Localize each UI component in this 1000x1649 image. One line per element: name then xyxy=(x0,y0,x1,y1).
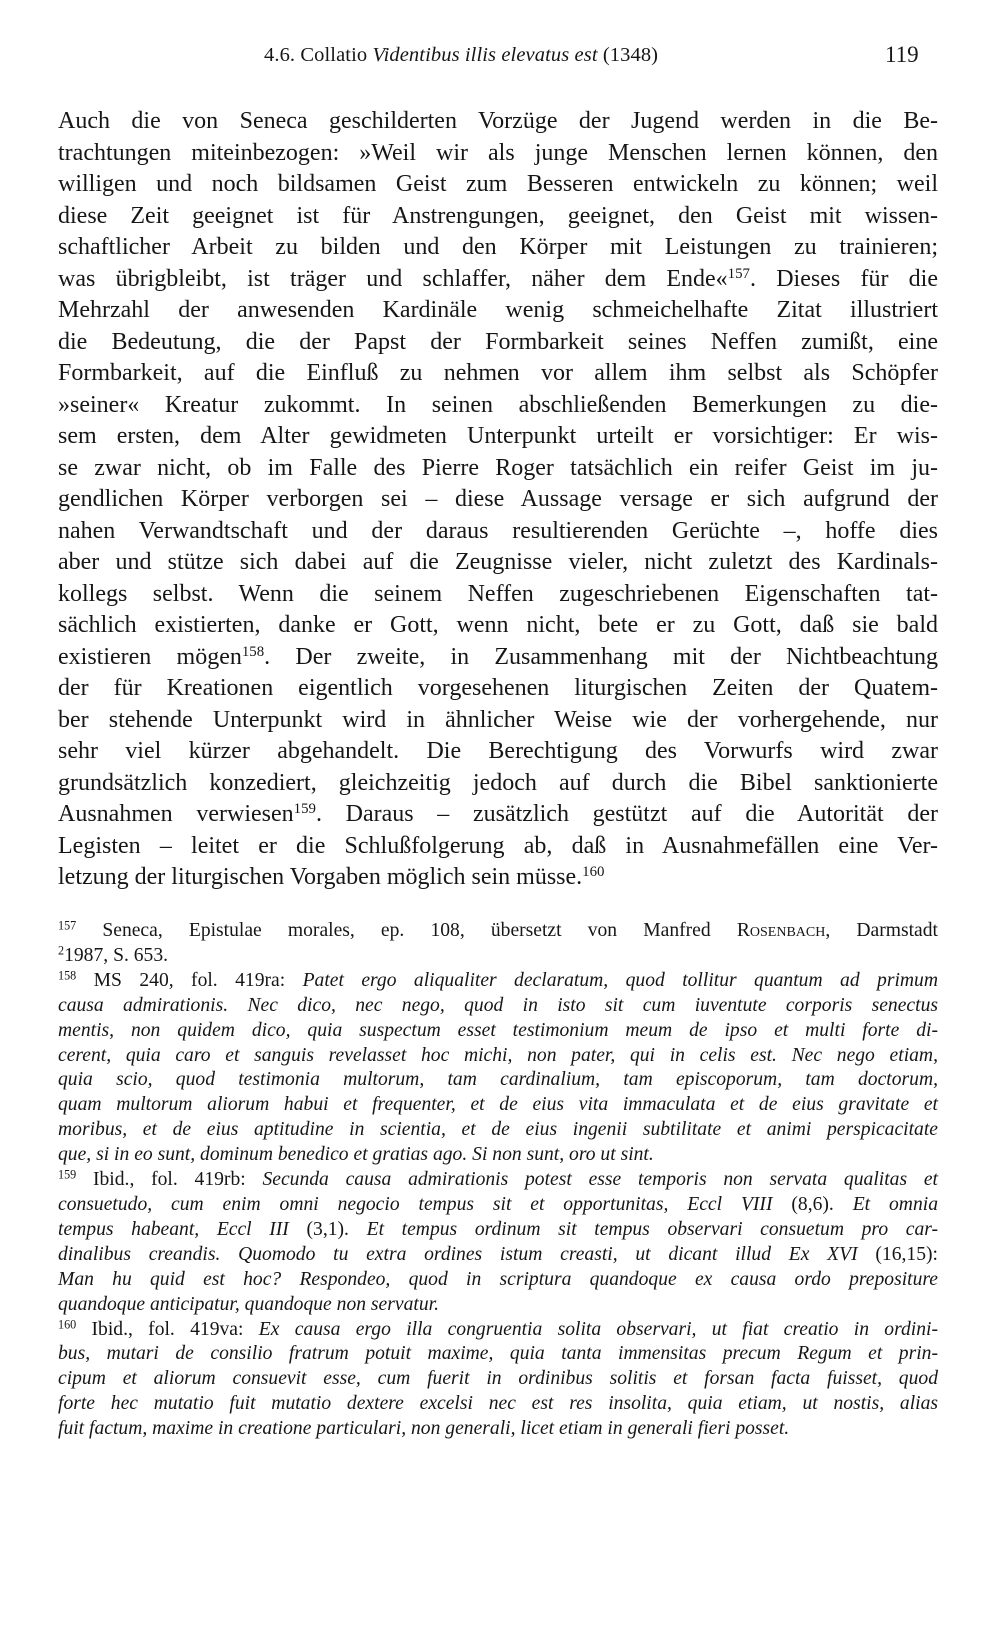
body-line: Legisten – leitet er die Schlußfolgerung ab, daß in Ausnahmefällen eine Ver- xyxy=(58,832,938,859)
latin-quote-line: quandoque anticipatur, quandoque non servatur. xyxy=(58,1293,439,1315)
bible-reference: (3,1). xyxy=(306,1218,349,1240)
body-line: ber stehende Unterpunkt wird in ähnlicher Weise wie der vorhergehende, nur xyxy=(58,706,938,733)
body-line: sehr viel kürzer abgehandelt. Die Berechtigung des Vorwurfs wird zwar xyxy=(58,738,938,764)
edition-number: 2 xyxy=(58,943,65,958)
body-line: willigen und noch bildsamen Geist zum Besseren entwickeln zu können; weil xyxy=(58,171,938,197)
footnote-number: 157 xyxy=(58,918,77,933)
body-line: sem ersten, dem Alter gewidmeten Unterpunkt urteilt er vorsichtiger: Er wis- xyxy=(58,423,938,449)
body-line: sächlich existierten, danke er Gott, wenn nicht, bete er zu Gott, daß sie bald xyxy=(58,612,938,638)
body-line: aber und stütze sich dabei auf die Zeugnisse vieler, nicht zuletzt des Kardinals- xyxy=(58,549,938,575)
body-line: nahen Verwandtschaft und der daraus resultierenden Gerüchte –, hoffe dies xyxy=(58,517,938,544)
latin-quote-line: mentis, non quidem dico, quia suspectum esset testimonium meum de ipso et multi forte di- xyxy=(58,1019,938,1041)
latin-quote-line: bus, mutari de consilio fratrum potuit maxime, quia tanta immensitas precum Regum et prin- xyxy=(58,1343,938,1365)
latin-quote-line: cerent, quia caro et sanguis revelasset hoc michi, non pater, qui in celis est. Nec nego etiam, xyxy=(58,1044,938,1066)
latin-quote: Et omnia xyxy=(852,1193,938,1215)
latin-quote: consuetudo, cum enim omni negocio tempus sit et opportunitas, Eccl VIII xyxy=(58,1193,773,1215)
running-head-prefix: Collatio xyxy=(300,44,368,66)
footnote-line xyxy=(58,944,938,969)
latin-quote-line: moribus, et de eius aptitudine in scientia, et de eius ingenii subtilitate et animi perspicacitate xyxy=(58,1119,938,1141)
footnote-text: Seneca, Epistulae morales, ep. 108, übersetzt von Manfred xyxy=(102,920,711,941)
latin-quote: Patet ergo aliqualiter declaratum, quod tollitur quantum ad primum xyxy=(302,969,938,991)
page-number: 119 xyxy=(885,42,919,67)
body-line-text: . Daraus – zusätzlich gestützt auf die Autorität der xyxy=(315,801,938,827)
body-line: »seiner« Kreatur zukommt. In seinen abschließenden Bemerkungen zu die- xyxy=(58,391,938,418)
latin-quote-line: que, si in eo sunt, dominum benedico et gratias ago. Si non sunt, oro ut sint. xyxy=(58,1144,654,1166)
footnote-marker-157[interactable]: 157 xyxy=(727,265,750,282)
body-line xyxy=(58,264,938,296)
body-line-text: letzung der liturgischen Vorgaben möglich sein müsse. xyxy=(58,864,583,890)
footnote-160 xyxy=(58,1318,938,1443)
latin-quote-line: fuit factum, maxime in creatione particulari, non generali, licet etiam in generali fieri posset. xyxy=(58,1418,790,1440)
body-line: diese Zeit geeignet ist für Anstrengungen, geeignet, den Geist mit wissen- xyxy=(58,202,938,229)
running-head-year: (1348) xyxy=(602,44,659,66)
manuscript-reference: Ibid., fol. 419rb: xyxy=(92,1169,246,1191)
body-line xyxy=(58,642,938,674)
footnote-text: , Darmstadt xyxy=(825,920,938,941)
body-line: grundsätzlich konzediert, gleichzeitig jedoch auf durch die Bibel sanktionierte xyxy=(58,769,938,796)
body-line-text: was übrigbleibt, ist träger und schlaffer, näher dem Ende« xyxy=(58,265,728,292)
body-line-text: . Der zweite, in Zusammenhang mit der Nichtbeachtung xyxy=(264,643,938,670)
footnote-number: 158 xyxy=(58,968,77,983)
manuscript-reference: Ibid., fol. 419va: xyxy=(91,1318,244,1340)
footnotes xyxy=(58,919,938,1442)
latin-quote: Ex causa ergo illa congruentia solita observari, ut fiat creatio in ordini- xyxy=(258,1318,938,1340)
latin-quote: Secunda causa admirationis potest esse temporis non servata qualitas et xyxy=(262,1169,938,1191)
footnote-number: 159 xyxy=(58,1167,77,1182)
footnote-line xyxy=(58,1193,938,1218)
manuscript-reference: MS 240, fol. 419ra: xyxy=(93,969,286,991)
latin-quote-line: causa admirationis. Nec dico, nec nego, quod in isto sit cum iuventute corporis senectus xyxy=(58,994,938,1016)
body-line: Mehrzahl der anwesenden Kardinäle wenig schmeichelhafte Zitat illustriert xyxy=(58,297,938,323)
body-line xyxy=(58,799,938,831)
running-head xyxy=(264,44,658,67)
body-line: die Bedeutung, die der Papst der Formbarkeit seines Neffen zumißt, eine xyxy=(58,328,938,355)
body-line: Auch die von Seneca geschilderten Vorzüge der Jugend werden in die Be- xyxy=(58,108,938,134)
latin-quote: Et tempus ordinum sit tempus observari consuetum pro car- xyxy=(366,1218,939,1240)
footnote-line xyxy=(58,969,938,994)
body-line: trachtungen miteinbezogen: »Weil wir als junge Menschen lernen können, den xyxy=(58,139,938,166)
bible-reference: (8,6). xyxy=(791,1193,834,1215)
section-number: 4.6. xyxy=(264,44,296,66)
bible-reference: (16,15): xyxy=(875,1243,938,1265)
footnote-marker-160[interactable]: 160 xyxy=(582,863,605,880)
body-line-text: Ausnahmen verwiesen xyxy=(58,801,294,827)
footnote-line xyxy=(58,1318,938,1343)
footnote-marker-158[interactable]: 158 xyxy=(241,643,265,660)
body-line: gendlichen Körper verborgen sei – diese Aussage versage er sich aufgrund der xyxy=(58,486,938,512)
latin-quote-line: Man hu quid est hoc? Respondeo, quod in scriptura quandoque ex causa ordo prepositure xyxy=(58,1268,938,1290)
running-head-title: Videntibus illis elevatus est xyxy=(372,44,598,66)
body-line-text: . Dieses für die xyxy=(749,265,938,292)
footnote-line xyxy=(58,1168,938,1193)
latin-quote: tempus habeant, Eccl III xyxy=(58,1218,289,1240)
body-line-text: existieren mögen xyxy=(58,643,242,670)
footnote-line xyxy=(58,1218,938,1243)
body-line: der für Kreationen eigentlich vorgesehenen liturgischen Zeiten der Quatem- xyxy=(58,675,938,701)
body-line: kollegs selbst. Wenn die seinem Neffen zugeschriebenen Eigenschaften tat- xyxy=(58,580,938,607)
body-line: schaftlicher Arbeit zu bilden und den Körper mit Leistungen zu trainieren; xyxy=(58,234,938,260)
latin-quote: dinalibus creandis. Quomodo tu extra ordines istum creasti, ut dicant illud Ex XVI xyxy=(58,1243,858,1265)
latin-quote-line: forte hec mutatio fuit mutatio dextere excelsi nec est res insolita, quia etiam, ut nostis, alias xyxy=(58,1393,938,1415)
footnote-text: 1987, S. 653. xyxy=(64,944,169,966)
body-line xyxy=(58,862,938,894)
latin-quote-line: quia scio, quod testimonia multorum, tam cardinalium, tam episcoporum, tam doctorum, xyxy=(58,1069,938,1091)
latin-quote-line: quam multorum aliorum habui et frequenter, et de eius vita immaculata et de eius gravitate et xyxy=(58,1094,938,1116)
author-name: Rosenbach xyxy=(736,920,826,941)
footnote-line xyxy=(58,1243,938,1268)
latin-quote-line: cipum et aliorum consuevit esse, cum fuerit in ordinibus solitis et forsan facta fuisset, quod xyxy=(58,1368,938,1390)
footnote-157 xyxy=(58,919,938,969)
body-line: se zwar nicht, ob im Falle des Pierre Roger tatsächlich ein reifer Geist im ju- xyxy=(58,454,938,481)
footnote-marker-159[interactable]: 159 xyxy=(293,800,316,817)
body-line: Formbarkeit, auf die Einfluß zu nehmen vor allem ihm selbst als Schöpfer xyxy=(58,360,938,386)
body-text xyxy=(58,106,938,894)
footnote-line xyxy=(58,919,938,944)
footnote-158 xyxy=(58,969,938,1168)
footnote-number: 160 xyxy=(58,1316,77,1331)
footnote-159 xyxy=(58,1168,938,1317)
